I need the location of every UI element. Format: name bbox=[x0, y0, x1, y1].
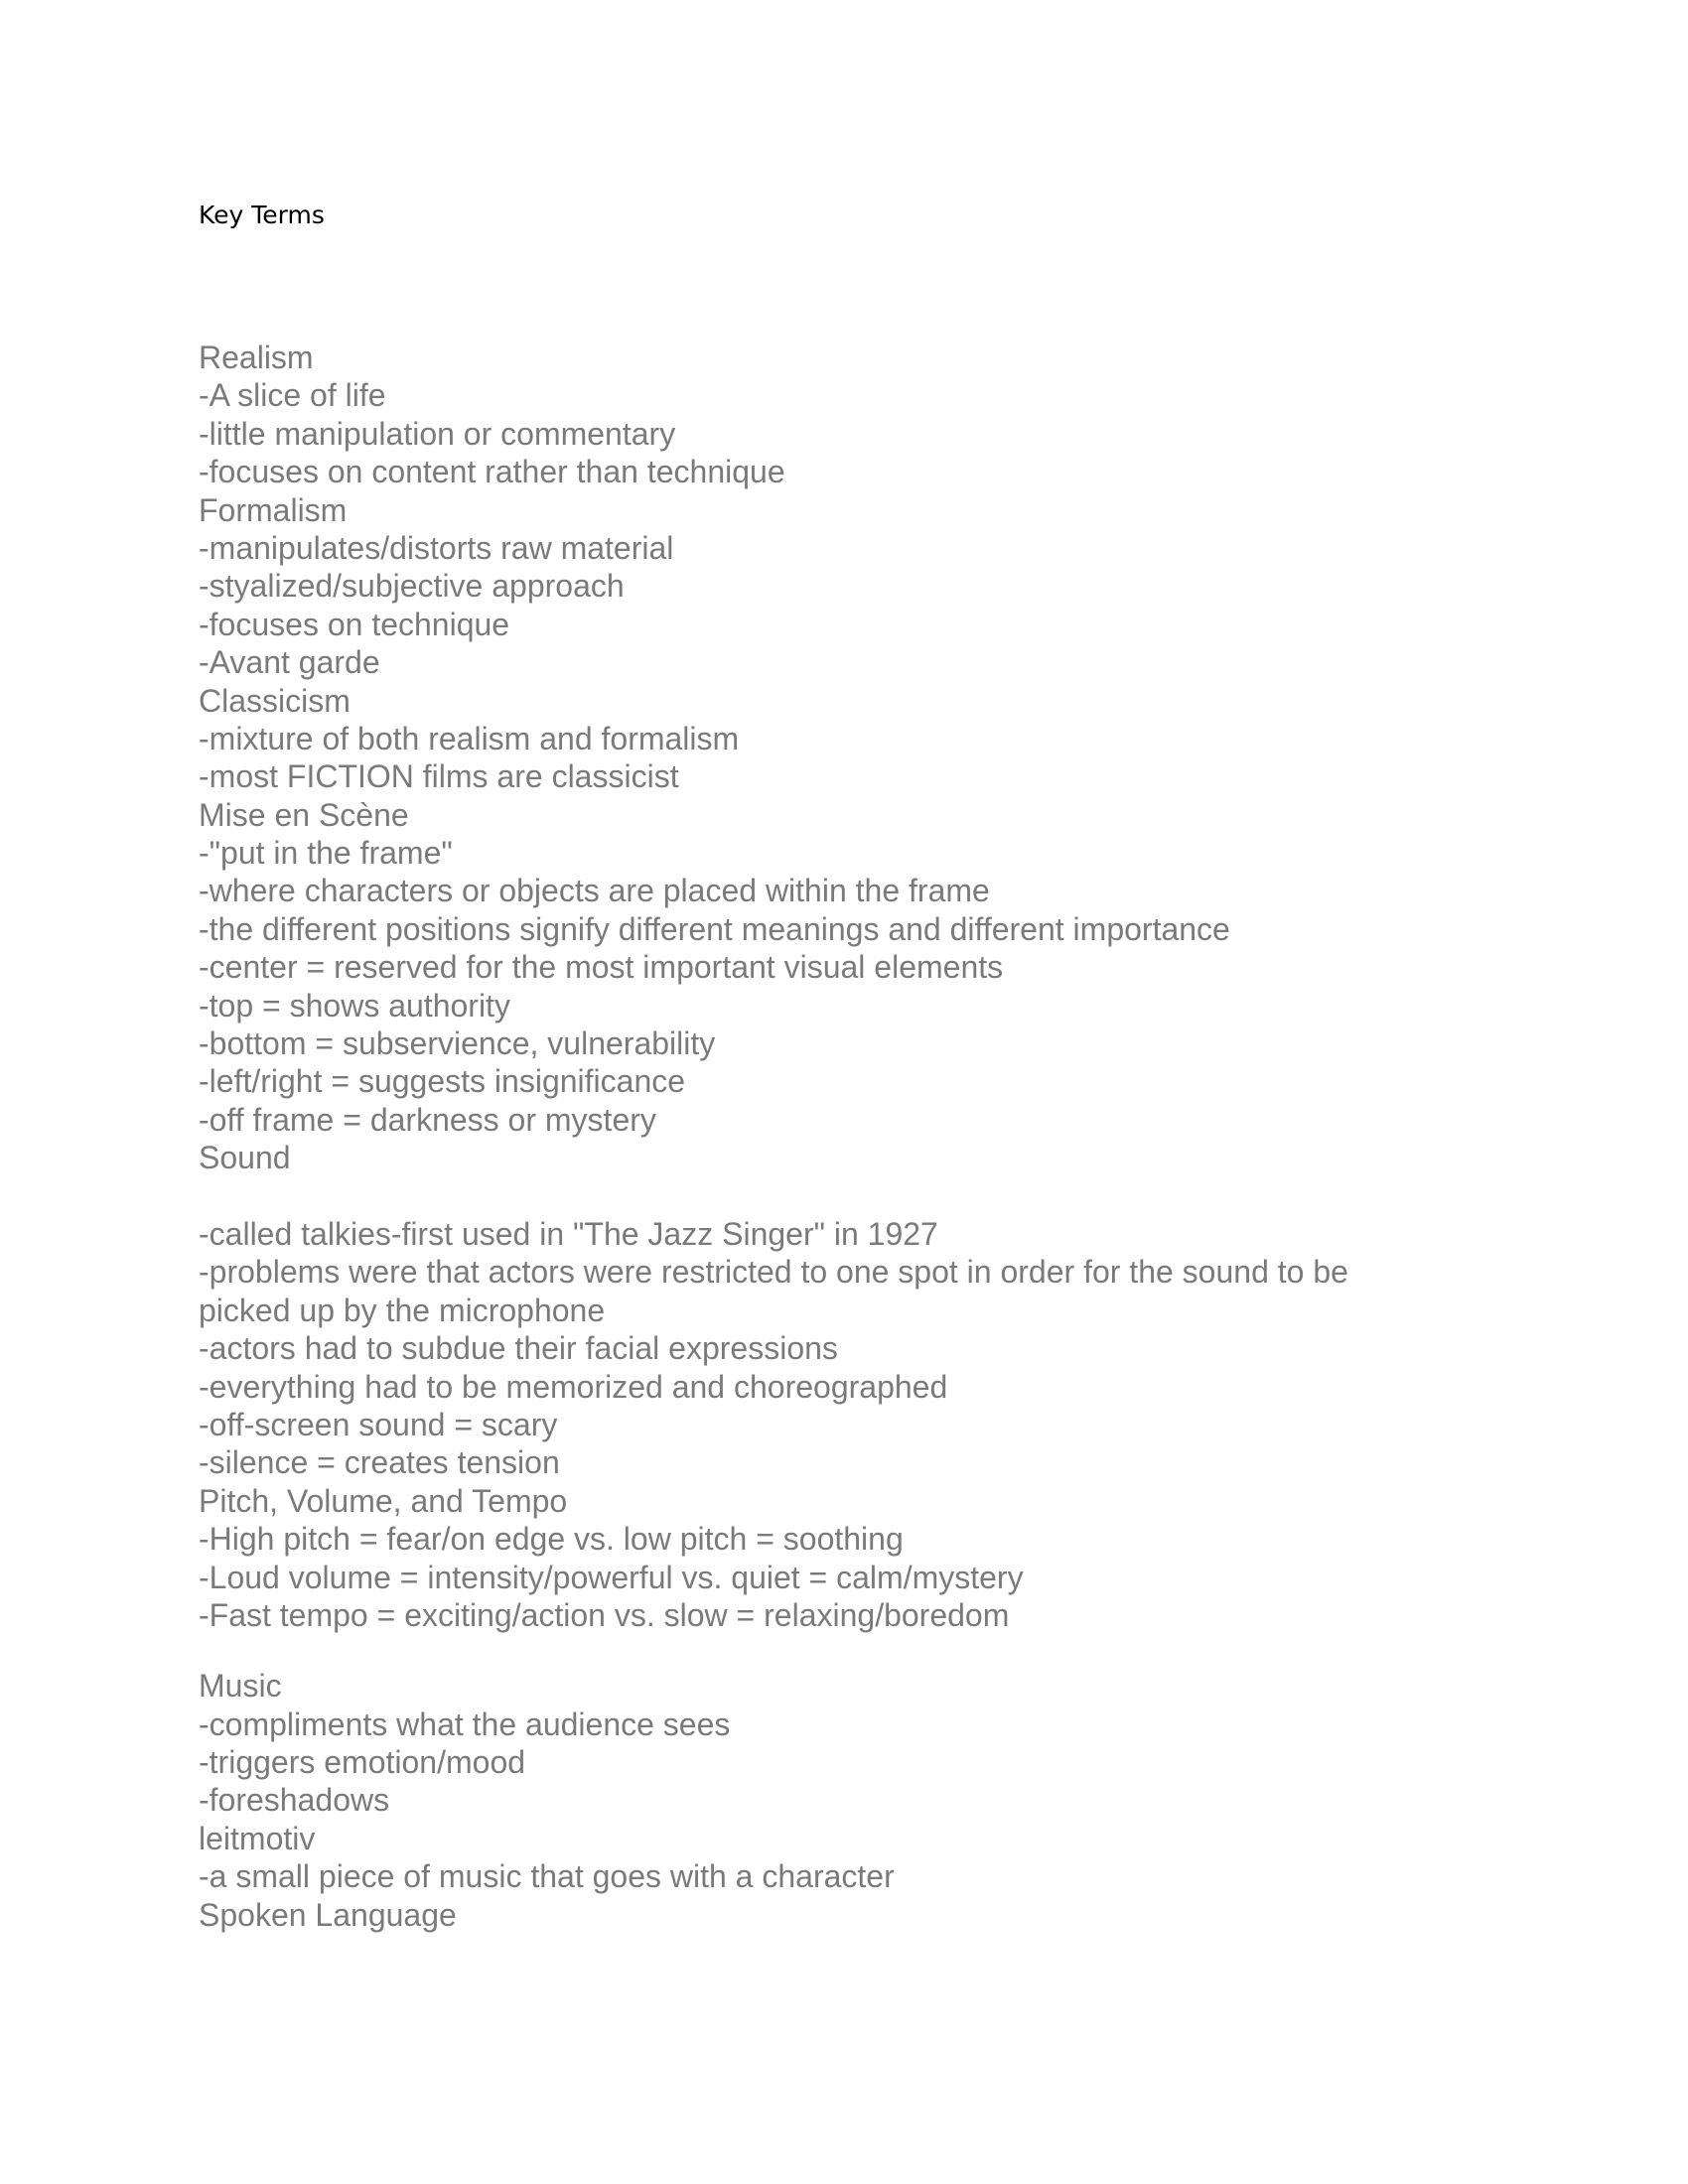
note-line: -problems were that actors were restricted to one spot in order for the sound to be bbox=[199, 1254, 1348, 1291]
note-line: -a small piece of music that goes with a character bbox=[199, 1858, 895, 1895]
note-line: picked up by the microphone bbox=[199, 1292, 606, 1328]
note-line: -actors had to subdue their facial expressions bbox=[199, 1330, 838, 1367]
note-line: -where characters or objects are placed within the frame bbox=[199, 873, 990, 909]
note-line: -top = shows authority bbox=[199, 987, 510, 1024]
term-heading-formalism: Formalism bbox=[199, 491, 348, 528]
term-heading-mise-en-scene: Mise en Scène bbox=[199, 796, 409, 833]
term-heading-music: Music bbox=[199, 1668, 282, 1705]
note-line: -called talkies-first used in "The Jazz Singer" in 1927 bbox=[199, 1215, 938, 1252]
term-heading-pitch-volume-tempo: Pitch, Volume, and Tempo bbox=[199, 1482, 568, 1519]
term-heading-sound: Sound bbox=[199, 1140, 291, 1176]
note-line: -off-screen sound = scary bbox=[199, 1406, 558, 1442]
note-line: -manipulates/distorts raw material bbox=[199, 529, 674, 566]
note-line: -most FICTION films are classicist bbox=[199, 758, 679, 795]
note-line: -Avant garde bbox=[199, 644, 380, 681]
note-line: -"put in the frame" bbox=[199, 835, 453, 872]
note-line: -focuses on content rather than technique bbox=[199, 454, 785, 490]
note-line: -foreshadows bbox=[199, 1782, 390, 1819]
term-heading-classicism: Classicism bbox=[199, 682, 351, 719]
blank-line bbox=[199, 1177, 1489, 1215]
term-heading-realism: Realism bbox=[199, 340, 314, 375]
note-line: -High pitch = fear/on edge vs. low pitch = soothing bbox=[199, 1521, 904, 1558]
note-line: -focuses on technique bbox=[199, 606, 510, 642]
note-line: -the different positions signify different meanings and different importance bbox=[199, 910, 1230, 947]
note-line: -little manipulation or commentary bbox=[199, 415, 676, 452]
note-line: -center = reserved for the most important visual elements bbox=[199, 949, 1004, 986]
note-line: -mixture of both realism and formalism bbox=[199, 720, 740, 756]
blank-line bbox=[199, 1634, 1489, 1667]
note-line: -compliments what the audience sees bbox=[199, 1706, 731, 1742]
note-line: -bottom = subservience, vulnerability bbox=[199, 1025, 716, 1062]
note-line: -everything had to be memorized and choreographed bbox=[199, 1368, 948, 1405]
note-line: -left/right = suggests insignificance bbox=[199, 1063, 686, 1100]
document-title: Key Terms bbox=[199, 201, 325, 229]
term-heading-leitmotiv: leitmotiv bbox=[199, 1820, 316, 1856]
note-line: -Fast tempo = exciting/action vs. slow = relaxing/boredom bbox=[199, 1596, 1010, 1633]
note-line: -A slice of life bbox=[199, 377, 386, 414]
note-line: -triggers emotion/mood bbox=[199, 1744, 526, 1781]
document-body bbox=[199, 339, 1489, 1934]
note-line: -Loud volume = intensity/powerful vs. quiet = calm/mystery bbox=[199, 1559, 1024, 1595]
note-line: -off frame = darkness or mystery bbox=[199, 1101, 656, 1138]
term-heading-spoken-language: Spoken Language bbox=[199, 1896, 457, 1933]
note-line: -silence = creates tension bbox=[199, 1444, 560, 1481]
note-line: -styalized/subjective approach bbox=[199, 568, 625, 605]
